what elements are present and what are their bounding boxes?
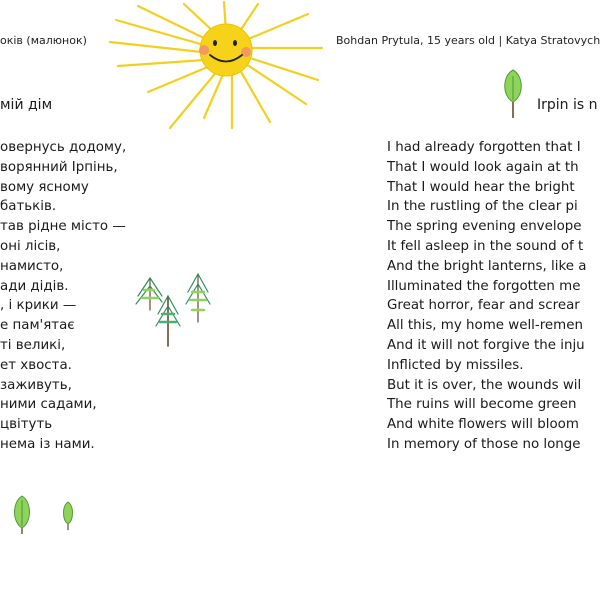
tree-drawing (500, 68, 526, 120)
poem-line: ними садами, (0, 397, 97, 413)
author-credit: Bohdan Prytula, 15 years old | Katya Stratovych (336, 34, 600, 47)
poem-line: But it is over, the wounds wil (387, 377, 582, 393)
poem-line: In memory of those no longe (387, 436, 581, 452)
poem-title-ukrainian: мій дім (0, 97, 53, 113)
poem-line: цвітуть (0, 417, 53, 433)
poem-line: In the rustling of the clear pi (387, 199, 578, 215)
poem-line: , і крики — (0, 298, 77, 314)
poem-line: вому ясному (0, 179, 89, 195)
poem-title-english: Irpin is n (537, 97, 598, 113)
poem-line: тав рідне місто — (0, 219, 126, 235)
pine-trees-drawing (132, 270, 216, 350)
sun-drawing (108, 0, 328, 140)
poem-line: The ruins will become green (387, 397, 577, 413)
poem-line: нема із нами. (0, 436, 95, 452)
poem-line: батьків. (0, 199, 57, 215)
poem-text-english (387, 138, 586, 455)
poem-line: It fell asleep in the sound of t (387, 238, 584, 254)
poem-text-ukrainian (0, 138, 126, 455)
poem-line: ворянний Ірпінь, (0, 159, 118, 175)
poem-line: The spring evening envelope (387, 219, 582, 235)
poem-line: заживуть, (0, 377, 72, 393)
poem-line: е пам'ятає (0, 318, 75, 334)
poem-line: Great horror, fear and screar (387, 298, 580, 314)
poem-line: All this, my home well-remen (387, 318, 583, 334)
poem-line: оні лісів, (0, 238, 61, 254)
poem-line: That I would look again at th (387, 159, 579, 175)
small-trees-drawing (8, 494, 84, 538)
illustration-credit: оків (малюнок) (0, 34, 87, 47)
poem-line: намисто, (0, 258, 64, 274)
poem-line: ади дідів. (0, 278, 69, 294)
poem-line: I had already forgotten that I (387, 140, 581, 155)
poem-line: ті великі, (0, 337, 66, 353)
poem-line: That I would hear the bright (387, 179, 575, 195)
poem-line: And white flowers will bloom (387, 417, 579, 433)
poem-line: Illuminated the forgotten me (387, 278, 581, 294)
poem-line: Inflicted by missiles. (387, 357, 524, 373)
poem-line: ет хвоста. (0, 357, 72, 373)
poem-line: овернусь додому, (0, 140, 127, 155)
poem-line: And it will not forgive the inju (387, 337, 585, 353)
poem-line: And the bright lanterns, like a (387, 258, 587, 274)
